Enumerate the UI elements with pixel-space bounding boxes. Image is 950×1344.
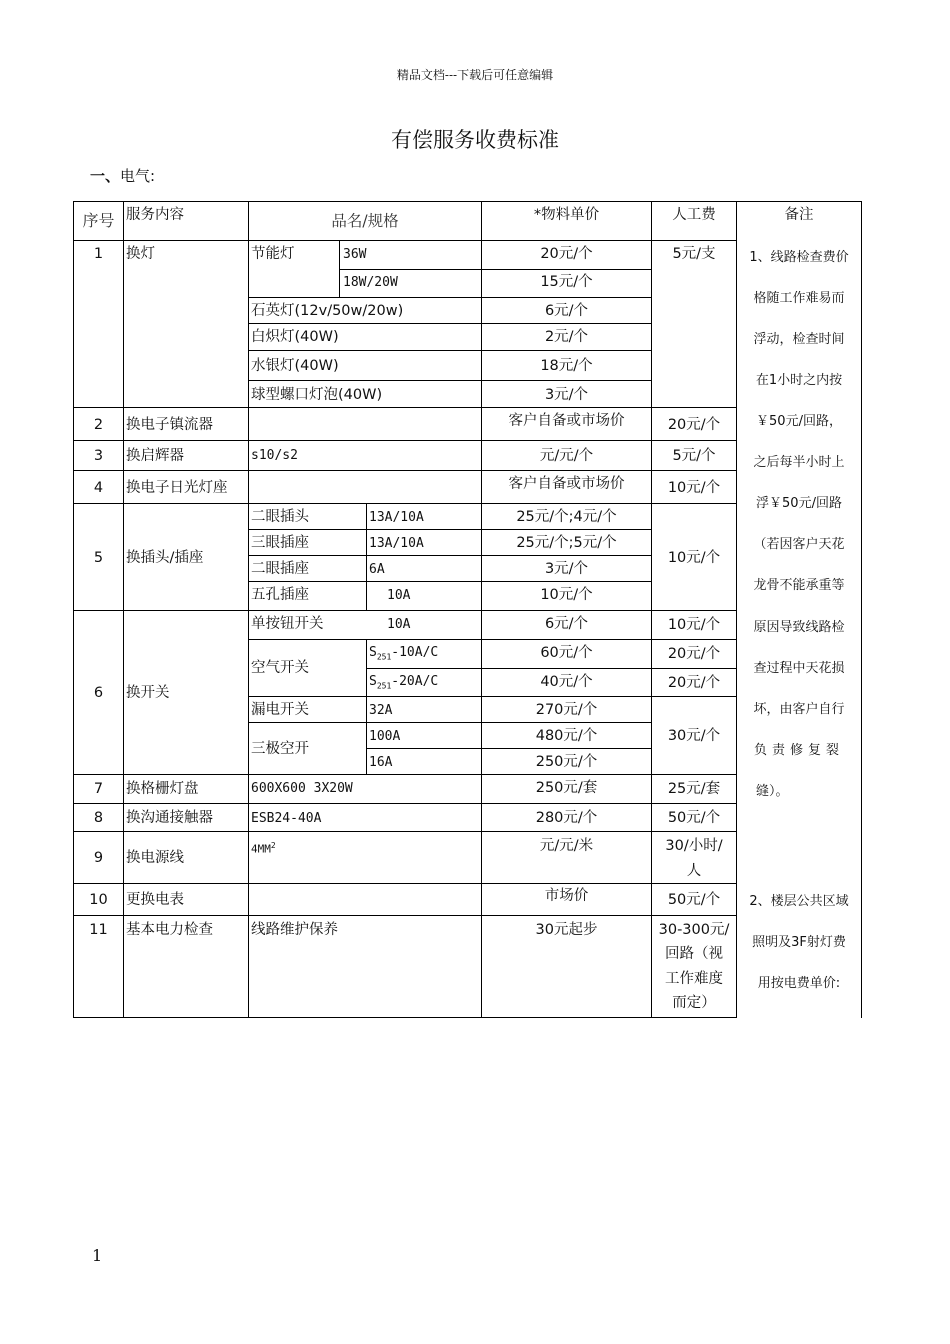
section-heading [90, 165, 155, 186]
row-6-no: 6 [93, 685, 104, 701]
table-rule [123, 201, 124, 1018]
row-1-item: 白炽灯(40W) [251, 329, 339, 345]
row-1-price: 3元/个 [544, 387, 589, 403]
row-11-service: 基本电力检查 [126, 922, 213, 938]
remark-line: 缝）。 [756, 784, 789, 799]
row-2-price: 客户自备或市场价 [508, 413, 625, 429]
row-5-price: 10元/个 [540, 587, 593, 603]
row-6-item: 空气开关 [251, 660, 309, 676]
row-11-spec: 线路维护保养 [251, 922, 338, 938]
table-rule [248, 323, 651, 324]
row-6-price: 270元/个 [535, 702, 598, 718]
row-5-item: 二眼插座 [251, 561, 309, 577]
remark-line: 之后每半小时上 [753, 455, 845, 470]
row-5-price: 3元/个 [544, 561, 589, 577]
table-rule [339, 240, 340, 298]
section-label: 电气: [120, 167, 156, 185]
remark-line: 在1小时之内按 [755, 373, 843, 388]
row-1-spec: 18W/20W [343, 275, 398, 290]
document-title: 有偿服务收费标准 [391, 128, 559, 152]
row-10-labor: 50元/个 [667, 892, 721, 908]
row-1-price: 6元/个 [544, 303, 589, 319]
row-11-price: 30元起步 [535, 922, 598, 938]
remark-line: 坏，由客户自行 [753, 702, 845, 717]
row-6-price: 6元/个 [544, 616, 589, 632]
row-9-spec: $4MM^2$ [251, 841, 276, 856]
table-rule [73, 440, 736, 441]
row-5-price: 25元/个;4元/个 [516, 509, 617, 525]
row-5-labor: 10元/个 [667, 550, 721, 566]
row-7-labor: 25元/套 [667, 781, 721, 797]
row-11-labor: 而定） [672, 995, 716, 1011]
row-4-price: 客户自备或市场价 [508, 476, 625, 492]
remark-line: 浮￥50元/回路 [756, 496, 842, 511]
row-6-labor: 30元/个 [667, 728, 721, 744]
row-8-spec: ESB24-40A [251, 811, 322, 826]
row-1-item: 节能灯 [251, 246, 295, 262]
table-rule [73, 470, 736, 471]
row-2-no: 2 [93, 417, 104, 433]
section-number: 一、 [90, 167, 121, 185]
row-9-price: 元/元/米 [539, 838, 594, 854]
row-1-item: 球型螺口灯泡(40W) [251, 387, 383, 403]
remark-line: 查过程中天花损 [753, 661, 845, 676]
row-6-spec: 32A [369, 703, 393, 718]
row-1-no: 1 [93, 246, 104, 262]
table-rule [366, 639, 367, 775]
row-1-item: 石英灯(12v/50w/20w) [251, 303, 404, 319]
row-6-price: 60元/个 [540, 645, 593, 661]
table-rule [73, 774, 736, 775]
row-6-item: 单按钮开关 [251, 616, 324, 632]
row-8-labor: 50元/个 [667, 810, 721, 826]
remark-line: ￥50元/回路， [756, 414, 842, 429]
header-no: 序号 [82, 211, 115, 230]
table-rule [73, 831, 736, 832]
row-1-service: 换灯 [126, 246, 155, 262]
row-6-labor: 20元/个 [667, 646, 721, 662]
row-2-service: 换电子镇流器 [126, 417, 213, 433]
remark-line: 格随工作难易而 [753, 291, 845, 306]
table-rule [366, 748, 651, 749]
row-11-labor: 30-300元/ [658, 922, 730, 938]
remark-line: 负责修复裂 [753, 743, 844, 758]
table-rule [73, 201, 862, 202]
header-service: 服务内容 [126, 207, 184, 223]
remark-line: 原因导致线路检 [753, 620, 845, 635]
row-6-service: 换开关 [126, 685, 170, 701]
row-6-labor: 20元/个 [667, 675, 721, 691]
header-remarks: 备注 [784, 207, 814, 223]
row-7-no: 7 [93, 781, 104, 797]
row-8-price: 280元/个 [535, 810, 598, 826]
remark-line: 龙骨不能承重等 [753, 578, 845, 593]
row-3-spec: s10/s2 [251, 448, 298, 463]
table-rule [248, 722, 651, 723]
row-1-labor: 5元/支 [672, 246, 716, 262]
row-9-no: 9 [93, 850, 104, 866]
row-4-labor: 10元/个 [667, 480, 721, 496]
table-rule [248, 201, 249, 1018]
table-rule [248, 297, 651, 298]
row-3-price: 元/元/个 [539, 448, 594, 464]
page-number: 1 [92, 1246, 103, 1265]
row-9-labor: 30/小时/ [665, 838, 723, 854]
row-3-service: 换启辉器 [126, 448, 184, 464]
row-10-no: 10 [89, 892, 108, 908]
table-rule [73, 503, 736, 504]
row-9-labor: 人 [686, 863, 702, 879]
row-10-price: 市场价 [544, 888, 589, 904]
row-11-labor: 工作难度 [665, 971, 723, 987]
table-rule [366, 503, 367, 611]
table-rule [73, 883, 736, 884]
row-4-service: 换电子日光灯座 [126, 480, 228, 496]
row-6-labor: 10元/个 [667, 617, 721, 633]
header-material-price: *物料单价 [533, 207, 600, 223]
table-rule [861, 201, 862, 1018]
row-10-service: 更换电表 [126, 892, 184, 908]
row-6-spec: $S_{251}-20A/C$ [369, 674, 439, 691]
table-rule [73, 407, 736, 408]
row-5-service: 换插头/插座 [126, 550, 204, 566]
page-header: 精品文档---下载后可任意编辑 [396, 68, 554, 82]
remark-line: （若因客户天花 [753, 537, 845, 552]
row-11-labor: 回路（视 [665, 946, 723, 962]
row-1-spec: 36W [343, 247, 367, 262]
row-6-spec: 10A [387, 617, 411, 632]
row-5-item: 二眼插头 [251, 509, 309, 525]
table-rule [248, 529, 651, 530]
row-8-service: 换沟通接触器 [126, 810, 213, 826]
row-5-spec: 13A/10A [369, 510, 424, 525]
remark-line: 2、楼层公共区域 [749, 894, 849, 909]
row-5-spec: 6A [369, 562, 385, 577]
table-rule [248, 581, 651, 582]
table-rule [73, 1017, 736, 1018]
row-6-item: 三极空开 [251, 741, 309, 757]
table-rule [366, 668, 736, 669]
table-rule [339, 269, 651, 270]
table-rule [248, 639, 736, 640]
table-rule [73, 610, 736, 611]
row-3-labor: 5元/个 [672, 448, 716, 464]
row-6-spec: $S_{251}-10A/C$ [369, 645, 439, 662]
remark-line: 浮动，检查时间 [753, 332, 845, 347]
remark-line: 1、线路检查费价 [749, 250, 849, 265]
row-5-no: 5 [93, 550, 104, 566]
table-rule [248, 350, 651, 351]
row-1-price: 15元/个 [540, 274, 593, 290]
row-1-item: 水银灯(40W) [251, 358, 339, 374]
table-rule [248, 555, 651, 556]
row-5-price: 25元/个;5元/个 [516, 535, 617, 551]
row-4-no: 4 [93, 480, 104, 496]
row-7-service: 换格栅灯盘 [126, 781, 199, 797]
table-rule [248, 696, 736, 697]
row-5-item: 五孔插座 [251, 587, 309, 603]
header-labor: 人工费 [672, 207, 716, 223]
table-rule [73, 915, 736, 916]
row-5-spec: 10A [387, 588, 411, 603]
remark-line: 照明及3F射灯费 [752, 935, 846, 950]
table-rule [736, 201, 737, 1018]
row-6-spec: 100A [369, 729, 401, 744]
row-2-labor: 20元/个 [667, 417, 721, 433]
table-rule [73, 240, 736, 241]
row-3-no: 3 [93, 448, 104, 464]
row-1-price: 2元/个 [544, 329, 589, 345]
header-spec: 品名/规格 [331, 212, 399, 230]
table-rule [73, 803, 736, 804]
row-7-price: 250元/套 [535, 780, 598, 796]
row-5-item: 三眼插座 [251, 535, 309, 551]
row-6-price: 40元/个 [540, 674, 593, 690]
row-8-no: 8 [93, 810, 104, 826]
row-6-spec: 16A [369, 755, 393, 770]
row-6-price: 480元/个 [535, 728, 598, 744]
row-1-price: 18元/个 [540, 358, 593, 374]
remark-line: 用按电费单价: [757, 976, 841, 991]
row-6-price: 250元/个 [535, 754, 598, 770]
table-rule [248, 380, 651, 381]
row-11-no: 11 [89, 922, 108, 938]
row-7-spec: 600X600 3X20W [251, 781, 353, 796]
row-6-item: 漏电开关 [251, 702, 309, 718]
row-1-price: 20元/个 [540, 246, 593, 262]
row-9-service: 换电源线 [126, 850, 184, 866]
row-5-spec: 13A/10A [369, 536, 424, 551]
